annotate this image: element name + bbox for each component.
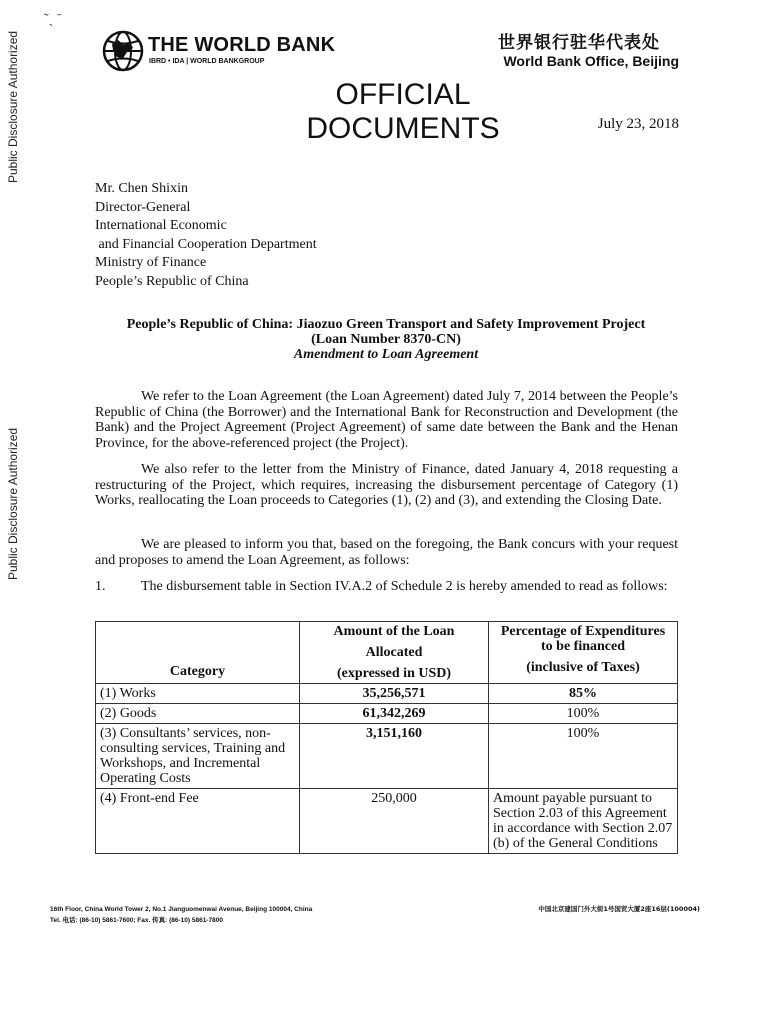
cell-amount: 35,256,571 <box>300 684 489 704</box>
handwritten-mark: ˜ˏ ˉ <box>44 12 62 27</box>
globe-icon <box>102 30 144 72</box>
subject-block <box>95 317 677 362</box>
office-name: World Bank Office, Beijing <box>503 53 679 69</box>
address-line: and Financial Cooperation Department <box>95 236 317 252</box>
disclosure-label-middle: Public Disclosure Authorized <box>6 427 20 580</box>
table-row <box>96 684 678 704</box>
paragraph-3: We are pleased to inform you that, based on the foregoing, the Bank concurs with your request and proposes to amend the Loan Agreement, as follows: <box>95 537 678 568</box>
header-percentage: Percentage of Expenditures to be financed (inclusive of Taxes) <box>489 622 678 684</box>
footer-address-line-1: 16th Floor, China World Tower 2, No.1 Jianguomenwai Avenue, Beijing 100004, China <box>50 906 313 913</box>
stamp-line-1: OFFICIAL <box>335 78 471 111</box>
subject-amendment: Amendment to Loan Agreement <box>293 347 479 362</box>
world-bank-logo <box>102 30 342 76</box>
subject-title: People’s Republic of China: Jiaozuo Green Transport and Safety Improvement Project <box>126 317 646 332</box>
cell-percentage: 100% <box>489 704 678 724</box>
address-line: People’s Republic of China <box>95 273 249 289</box>
disclosure-label-top: Public Disclosure Authorized <box>6 30 20 183</box>
paragraph-1: We refer to the Loan Agreement (the Loan Agreement) dated July 7, 2014 between the People’s Republic of China (the Borrower) and the International Bank for Reconstruction and Development (the Bank) and the Project Agreement (Project Agreement) of same date between the Bank and the Henan Province, for the above-referenced project (the Project). <box>95 389 678 451</box>
footer-address <box>50 904 312 926</box>
cell-amount: 61,342,269 <box>300 704 489 724</box>
subject-loan-number: (Loan Number 8370-CN) <box>311 332 461 347</box>
recipient-address <box>95 180 317 291</box>
table-row <box>96 789 678 854</box>
cell-percentage: 100% <box>489 724 678 789</box>
item-number: 1. <box>95 579 106 594</box>
header-category: Category <box>96 622 300 684</box>
stamp-line-2: DOCUMENTS <box>306 112 500 145</box>
cell-percentage: 85% <box>489 684 678 704</box>
official-documents-stamp <box>305 78 501 146</box>
table-header-row <box>96 622 678 684</box>
address-line: Director-General <box>95 199 191 215</box>
address-line: Mr. Chen Shixin <box>95 181 188 196</box>
cell-category: (2) Goods <box>96 704 300 724</box>
item-text: The disbursement table in Section IV.A.2 of Schedule 2 is hereby amended to read as follows: <box>141 579 668 594</box>
letter-date: July 23, 2018 <box>597 116 679 132</box>
logo-subtitle: IBRD • IDA | WORLD BANKGROUP <box>149 58 265 65</box>
address-line: International Economic <box>95 218 227 233</box>
cell-category: (1) Works <box>96 684 300 704</box>
cell-percentage: Amount payable pursuant to Section 2.03 of this Agreement in accordance with Section 2.07 (b) of the General Conditions <box>489 789 678 854</box>
office-name-chinese: 世界银行驻华代表处 <box>498 33 660 53</box>
table-row <box>96 724 678 789</box>
disbursement-table <box>95 621 678 854</box>
footer-contact-line: Tel. 电话: (86-10) 5861-7600; Fax. 传真: (86-10) 5861-7800 <box>50 917 223 924</box>
cell-amount: 3,151,160 <box>300 724 489 789</box>
cell-amount: 250,000 <box>300 789 489 854</box>
table-row <box>96 704 678 724</box>
logo-title: THE WORLD BANK <box>148 34 336 56</box>
cell-category: (3) Consultants’ services, non-consulting services, Training and Workshops, and Incremental Operating Costs <box>96 724 300 789</box>
paragraph-2: We also refer to the letter from the Ministry of Finance, dated January 4, 2018 requesting a restructuring of the Project, which requires, increasing the disbursement percentage of Category (1) Works, reallocating the Loan proceeds to Categories (1), (2) and (3), and extending the Closing Date. <box>95 462 678 508</box>
paragraph-4 <box>95 579 678 595</box>
address-line: Ministry of Finance <box>95 255 207 270</box>
cell-category: (4) Front-end Fee <box>96 789 300 854</box>
footer-address-chinese: 中国北京建国门外大街1号国贸大厦2座16层(100004) <box>538 905 700 913</box>
header-amount: Amount of the Loan Allocated (expressed in USD) <box>300 622 489 684</box>
